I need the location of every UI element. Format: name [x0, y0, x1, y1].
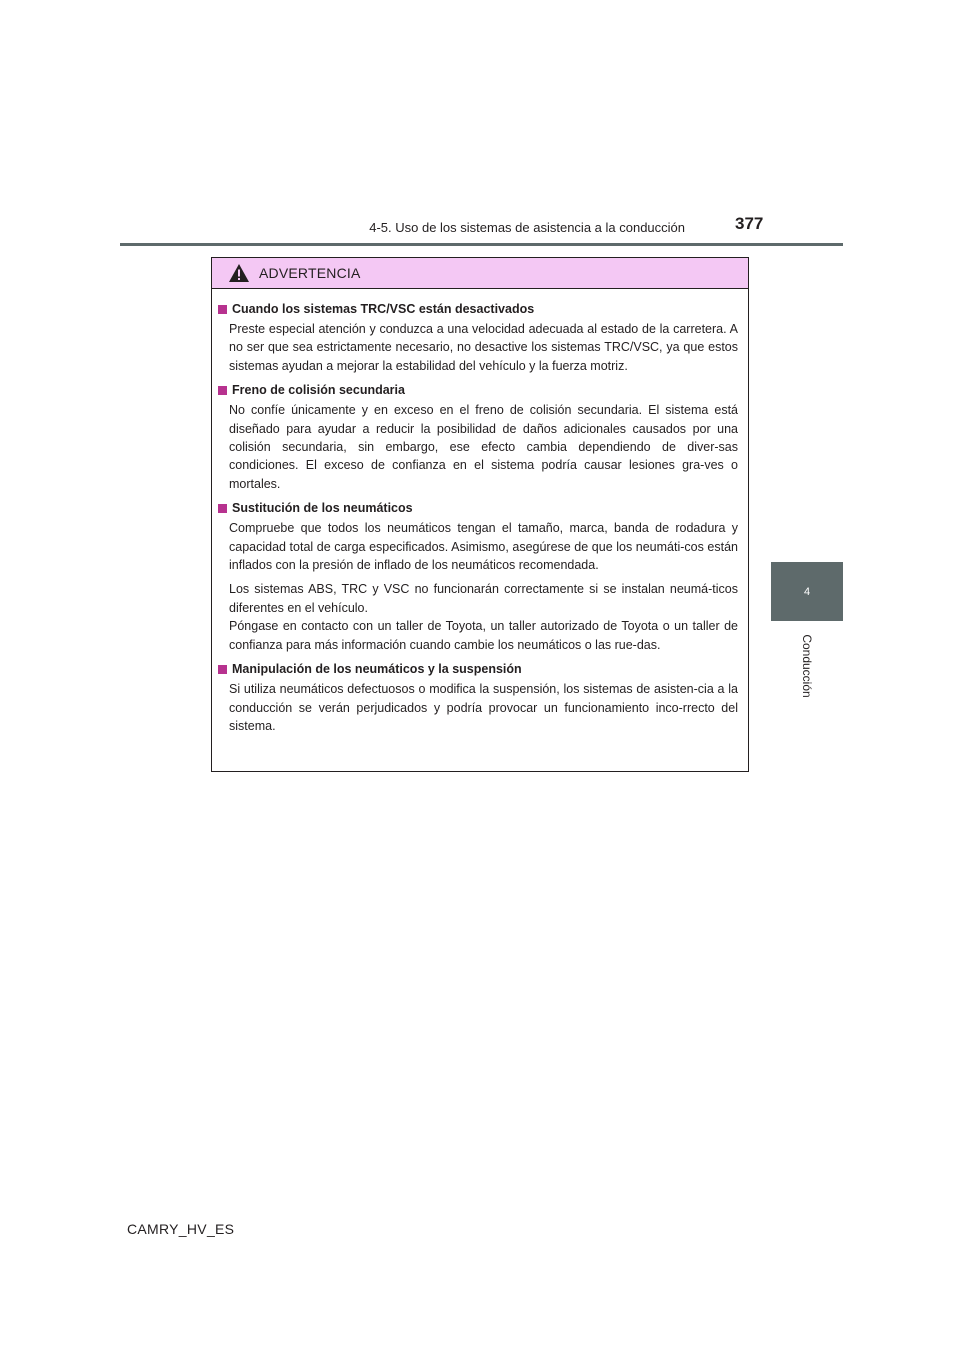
section-paragraph: No confíe únicamente y en exceso en el freno de colisión secundaria. El sistema está diseñado para ayudar a reducir la posibilidad de daños adicionales causados por una colisión secundaria, sin embargo, ese efecto cambia dependiendo de diver-sas condiciones. El exceso de confianza en el sistema podría causar lesiones gra-ves o mortales.	[229, 403, 738, 491]
section-title	[218, 499, 738, 517]
page-number: 377	[735, 214, 764, 233]
section-paragraph: Los sistemas ABS, TRC y VSC no funcionarán correctamente si se instalan neumá-ticos diferentes en el vehículo. Póngase en contacto con un taller de Toyota, un taller autorizado de Toyota o un taller de confianza para más información cuando cambie los neumáticos o las rue-das.	[229, 582, 738, 652]
square-bullet-icon	[218, 305, 227, 314]
chapter-label: Conducción	[800, 634, 814, 698]
section-paragraph: Compruebe que todos los neumáticos tengan el tamaño, marca, banda de rodadura y capacidad total de carga especificados. Asimismo, asegúrese de que los neumáti-cos están inflados con la presión de inflado de los neumáticos recomendada.	[229, 521, 738, 573]
warning-section	[218, 660, 738, 735]
chapter-tab	[771, 562, 843, 621]
section-title	[218, 660, 738, 678]
warning-header	[212, 258, 748, 289]
section-title-text: Freno de colisión secundaria	[232, 383, 405, 398]
warning-section	[218, 499, 738, 654]
document-code: CAMRY_HV_ES	[127, 1221, 235, 1237]
warning-title: ADVERTENCIA	[259, 265, 361, 281]
warning-box	[211, 257, 749, 772]
warning-body	[212, 289, 748, 735]
section-title-text: Manipulación de los neumáticos y la suspensión	[232, 662, 522, 677]
section-title	[218, 381, 738, 399]
square-bullet-icon	[218, 665, 227, 674]
square-bullet-icon	[218, 386, 227, 395]
section-paragraph: Si utiliza neumáticos defectuosos o modifica la suspensión, los sistemas de asisten-cia a la conducción se verán perjudicados y podría provocar un funcionamiento inco-rrecto del sistema.	[229, 682, 738, 733]
section-title	[218, 300, 738, 318]
header-rule	[120, 243, 843, 246]
square-bullet-icon	[218, 504, 227, 513]
section-title-text: Sustitución de los neumáticos	[232, 501, 413, 516]
section-paragraph: Preste especial atención y conduzca a una velocidad adecuada al estado de la carretera. A no ser que sea estrictamente necesario, no desactive los sistemas TRC/VSC, ya que estos sistemas ayudan a mejorar la estabilidad del vehículo y la fuerza motriz.	[229, 322, 738, 373]
warning-triangle-icon	[228, 263, 250, 283]
warning-section	[218, 300, 738, 375]
warning-section	[218, 381, 738, 493]
section-header: 4-5. Uso de los sistemas de asistencia a la conducción	[369, 220, 685, 235]
section-title-text: Cuando los sistemas TRC/VSC están desactivados	[232, 302, 535, 316]
chapter-number: 4	[803, 585, 811, 598]
